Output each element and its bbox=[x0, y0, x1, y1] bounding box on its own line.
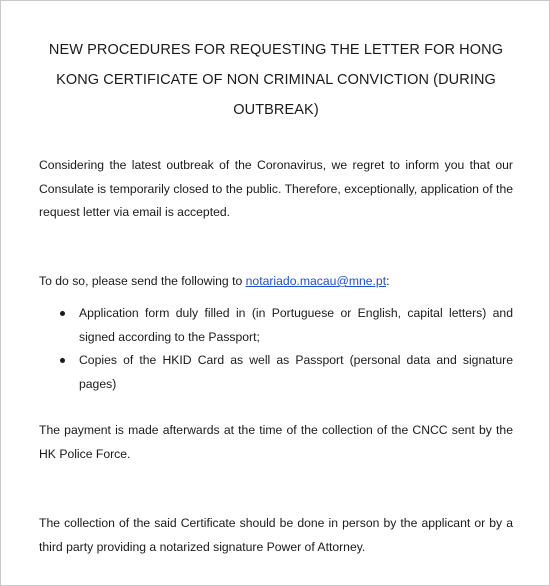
list-item-text: Copies of the HKID Card as well as Passport (personal data and signature pages) bbox=[79, 353, 513, 391]
list-item bbox=[57, 349, 513, 396]
instructions-prefix: To do so, please send the following to bbox=[39, 274, 246, 288]
list-item bbox=[57, 302, 513, 349]
document-title: NEW PROCEDURES FOR REQUESTING THE LETTER FOR HONG KONG CERTIFICATE OF NON CRIMINAL CONVICTION (DURING OUTBREAK) bbox=[48, 42, 504, 118]
instructions-paragraph bbox=[39, 270, 513, 294]
payment-paragraph: The payment is made afterwards at the time of the collection of the CNCC sent by the HK Police Force. bbox=[39, 423, 513, 461]
instructions-suffix: : bbox=[386, 274, 390, 288]
requirements-list bbox=[57, 302, 513, 396]
list-item-text: Application form duly filled in (in Portuguese or English, capital letters) and signed according to the Passport; bbox=[79, 306, 513, 344]
bullet-icon bbox=[60, 358, 65, 363]
email-link[interactable]: notariado.macau@mne.pt bbox=[245, 274, 387, 288]
intro-paragraph: Considering the latest outbreak of the Coronavirus, we regret to inform you that our Consulate is temporarily closed to the public. Therefore, exceptionally, application of the request letter via email is accepted. bbox=[39, 158, 513, 219]
collection-paragraph: The collection of the said Certificate should be done in person by the applicant or by a third party providing a notarized signature Power of Attorney. bbox=[39, 516, 513, 554]
bullet-icon bbox=[60, 311, 65, 316]
